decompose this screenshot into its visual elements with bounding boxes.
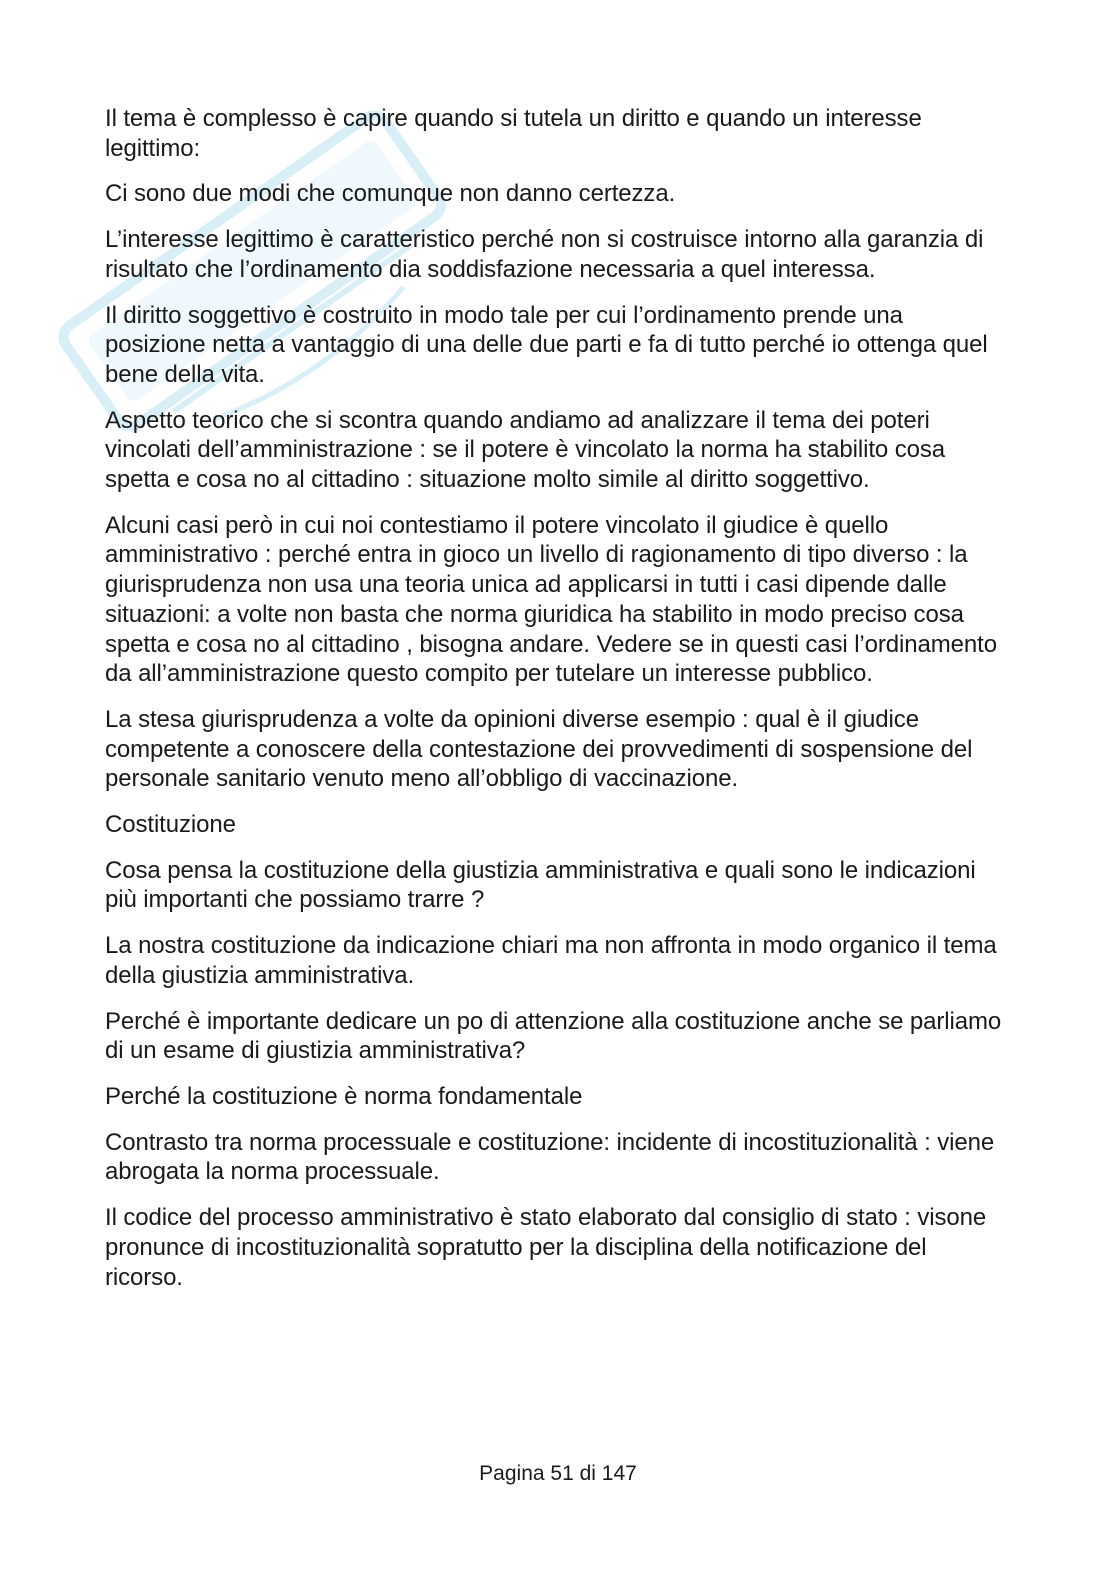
paragraph: Il diritto soggettivo è costruito in modo tale per cui l’ordinamento prende una posizione netta a vantaggio di una delle due parti e fa di tutto perché io ottenga quel bene della vita. (105, 301, 988, 388)
paragraph: Contrasto tra norma processuale e costituzione: incidente di incostituzionalità : viene abrogata la norma processuale. (105, 1128, 995, 1186)
page-number: Pagina 51 di 147 (479, 1462, 637, 1485)
paragraph: Alcuni casi però in cui noi contestiamo il potere vincolato il giudice è quello amministrativo : perché entra in gioco un livello di ragionamento di tipo diverso : la giurisprudenza non usa una teoria unica ad applicarsi in tutti i casi dipende dalle situazioni: a volte non basta che norma giuridica ha stabilito in modo preciso cosa spetta e cosa no al cittadino , bisogna andare. Vedere se in questi casi l’ordinamento da all’amministrazione questo compito per tutelare un interesse pubblico. (105, 511, 997, 688)
paragraph: La nostra costituzione da indicazione chiari ma non affronta in modo organico il tema della giustizia amministrativa. (105, 932, 997, 989)
paragraph: La stesa giurisprudenza a volte da opinioni diverse esempio : qual è il giudice competente a conoscere della contestazione dei provvedimenti di sospensione del personale sanitario venuto meno all’obbligo di vaccinazione. (105, 705, 973, 793)
paragraph: Il codice del processo amministrativo è stato elaborato dal consiglio di stato : visone pronunce di incostituzionalità sopratutto per la disciplina della notificazione del ricorso. (105, 1204, 987, 1291)
paragraph: Aspetto teorico che si scontra quando andiamo ad analizzare il tema dei poteri vincolati dell’amministrazione : se il potere è vincolato la norma ha stabilito cosa spetta e cosa no al cittadino : situazione molto simile al diritto soggettivo. (105, 406, 946, 494)
paragraph: Perché è importante dedicare un po di attenzione alla costituzione anche se parliamo di un esame di giustizia amministrativa? (105, 1007, 1002, 1065)
section-heading: Costituzione (105, 811, 236, 839)
paragraph: Ci sono due modi che comunque non danno certezza. (105, 180, 676, 208)
paragraph: L’interesse legittimo è caratteristico perché non si costruisce intorno alla garanzia di risultato che l’ordinamento dia soddisfazione necessaria a quel interessa. (105, 226, 984, 283)
paragraph: Perché la costituzione è norma fondamentale (105, 1082, 583, 1110)
paragraph: Il tema è complesso è capire quando si tutela un diritto e quando un interesse legittimo: (105, 105, 922, 162)
page-body (105, 104, 1005, 1308)
paragraph: Cosa pensa la costituzione della giustizia amministrativa e quali sono le indicazioni più importanti che possiamo trarre ? (105, 856, 976, 914)
